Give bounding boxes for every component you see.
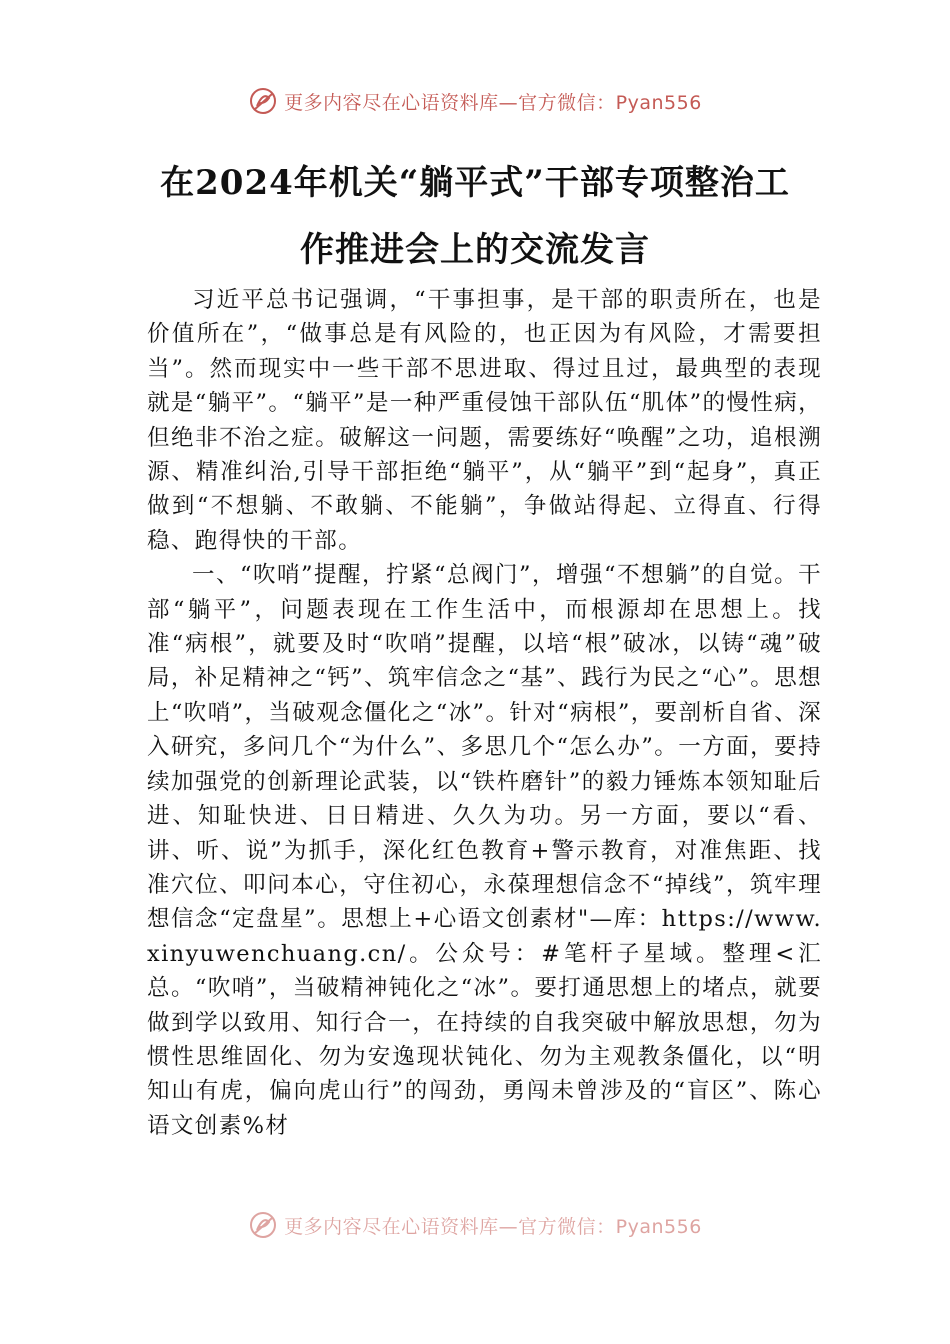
seal-logo-icon: [248, 1210, 278, 1240]
document-title-line-2: 作推进会上的交流发言: [300, 230, 650, 270]
seal-logo-icon: [248, 86, 278, 116]
watermark-header: [0, 86, 950, 116]
watermark-footer: [0, 1210, 950, 1240]
document-title-line-1: 在2024年机关“躺平式”干部专项整治工: [160, 163, 790, 203]
paragraph-intro: 习近平总书记强调，“干事担事，是干部的职责所在，也是价值所在”，“做事总是有风险的，也正因为有风险，才需要担当”。然而现实中一些干部不思进取、得过且过，最典型的表现就是“躺平”。“躺平”是一种严重侵蚀干部队伍“肌体”的慢性病，但绝非不治之症。破解这一问题，需要练好“唤醒”之功，追根溯源、精准纠治,引导干部拒绝“躺平”，从“躺平”到“起身”，真正做到“不想躺、不敢躺、不能躺”，争做站得起、立得直、行得稳、跑得快的干部。: [147, 287, 822, 554]
watermark-text-footer: 更多内容尽在心语资料库—官方微信：Pyan556: [284, 1215, 702, 1238]
watermark-text: 更多内容尽在心语资料库—官方微信：Pyan556: [284, 91, 702, 114]
document-body: [147, 283, 822, 1215]
paragraph-section-1: 一、“吹哨”提醒，拧紧“总阀门”，增强“不想躺”的自觉。干部“躺平”，问题表现在工作生活中，而根源却在思想上。找准“病根”，就要及时“吹哨”提醒，以培“根”破冰，以铸“魂”破局，补足精神之“钙”、筑牢信念之“基”、践行为民之“心”。思想上“吹哨”，当破观念僵化之“冰”。针对“病根”，要剖析自省、深入研究，多问几个“为什么”、多思几个“怎么办”。一方面，要持续加强党的创新理论武装，以“铁杵磨针”的毅力锤炼本领知耻后进、知耻快进、日日精进、久久为功。另一方面，要以“看、讲、听、说”为抓手，深化红色教育+警示教育，对准焦距、找准穴位、叩问本心，守住初心，永葆理想信念不“掉线”，筑牢理想信念“定盘星”。思想上+心语文创素材"—库：https://www.xinyuwenchuang.cn/。公众号：#笔杆子星域。整理<汇总。“吹哨”，当破精神钝化之“冰”。要打通思想上的堵点，就要做到学以致用、知行合一，在持续的自我突破中解放思想，勿为惯性思维固化、勿为安逸现状钝化、勿为主观教条僵化，以“明知山有虎，偏向虎山行”的闯劲，勇闯未曾涉及的“盲区”、陈心语文创素%材: [147, 562, 822, 1139]
